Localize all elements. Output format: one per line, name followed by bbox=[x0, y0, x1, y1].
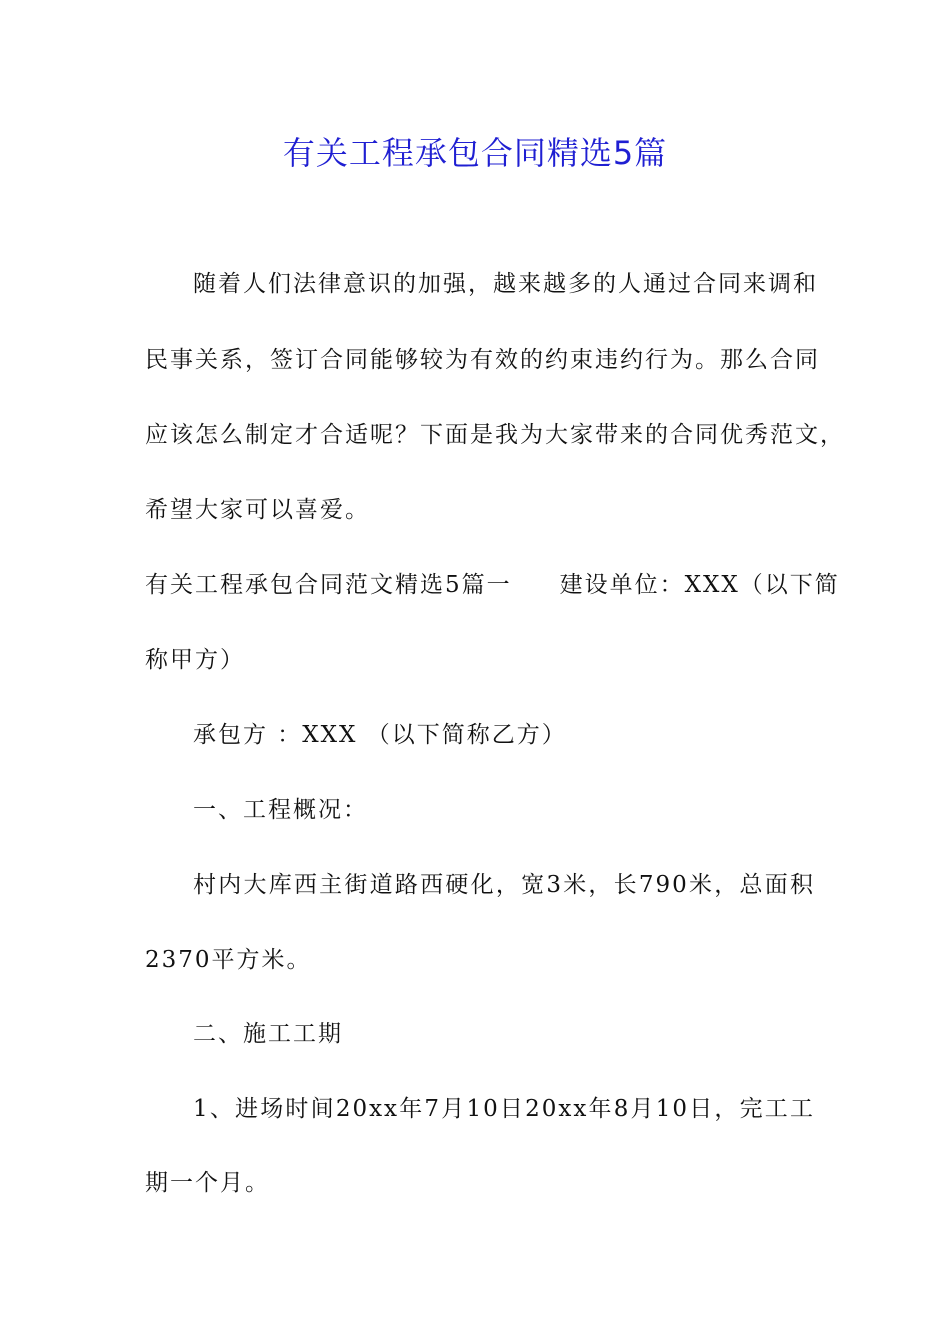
intro-line-1: 随着人们法律意识的加强，越来越多的人通过合同来调和 bbox=[193, 271, 818, 297]
party-a-line-2: 称甲方） bbox=[145, 647, 245, 673]
intro-line-3: 应该怎么制定才合适呢？下面是我为大家带来的合同优秀范文， bbox=[145, 422, 845, 448]
party-a-line-1: 建设单位：XXX（以下简 bbox=[559, 572, 840, 598]
section-heading: 有关工程承包合同范文精选5篇一 bbox=[145, 572, 512, 598]
item1-text-line-2: 2370平方米。 bbox=[145, 947, 312, 973]
intro-line-2: 民事关系，签订合同能够较为有效的约束违约行为。那么合同 bbox=[145, 347, 820, 373]
document-title: 有关工程承包合同精选5篇 bbox=[282, 134, 668, 172]
intro-line-4: 希望大家可以喜爱。 bbox=[145, 497, 370, 523]
party-b: 承包方 ：XXX （以下简称乙方） bbox=[193, 722, 567, 748]
item1-text-line-1: 村内大库西主街道路西硬化，宽3米，长790米，总面积 bbox=[193, 872, 815, 898]
section-heading-line bbox=[145, 569, 840, 601]
item2-heading: 二、施工工期 bbox=[193, 1021, 343, 1047]
item1-heading: 一、工程概况： bbox=[193, 797, 368, 823]
item2-text-line-2: 期一个月。 bbox=[145, 1170, 270, 1196]
item2-text-line-1: 1、进场时间20xx年7月10日20xx年8月10日，完工工 bbox=[193, 1096, 815, 1122]
